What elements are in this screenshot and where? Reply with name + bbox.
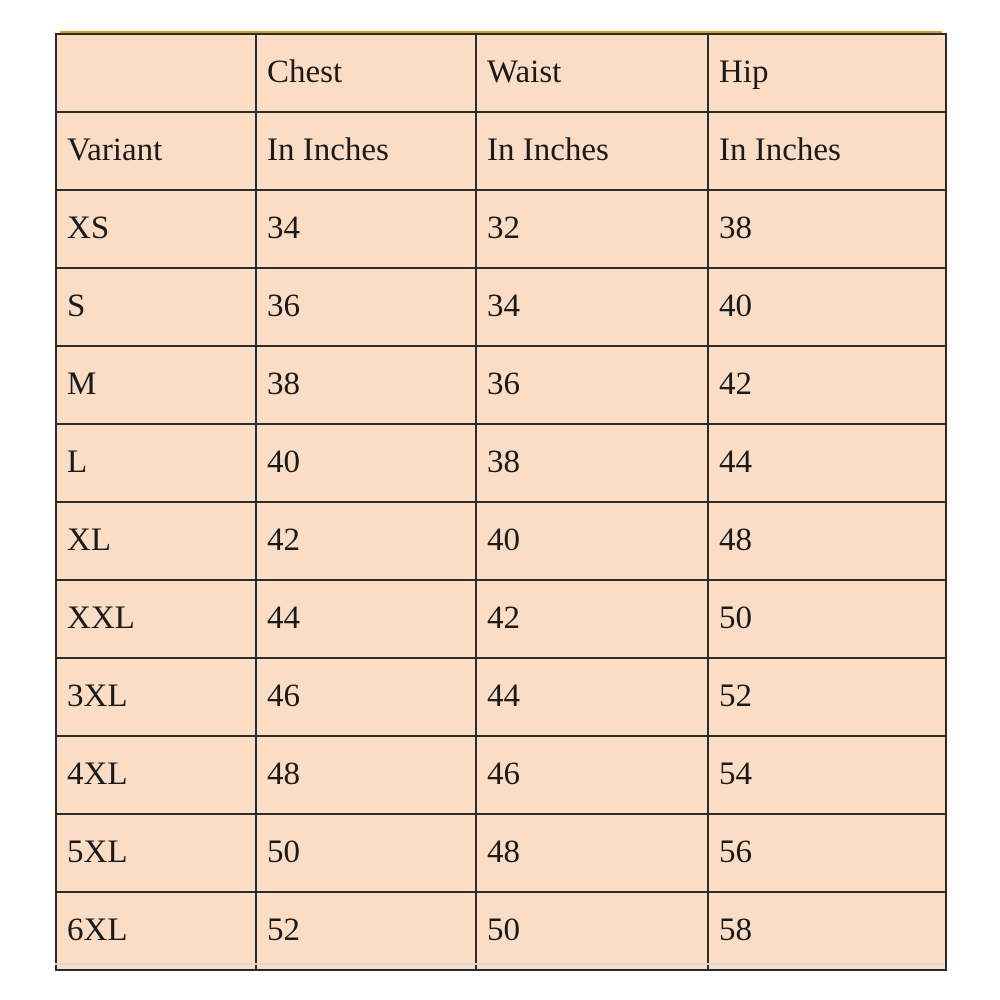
table-row	[56, 658, 946, 736]
header-cell-chest: Chest	[256, 34, 476, 112]
table-row	[56, 502, 946, 580]
size-chart-container	[55, 33, 945, 971]
cell-chest: 52	[256, 892, 476, 970]
table-row	[56, 580, 946, 658]
header-cell-chest-unit: In Inches	[256, 112, 476, 190]
cell-hip: 58	[708, 892, 946, 970]
cell-variant: 6XL	[56, 892, 256, 970]
cell-waist: 40	[476, 502, 708, 580]
cell-chest: 44	[256, 580, 476, 658]
cell-hip: 42	[708, 346, 946, 424]
table-header-row-top	[56, 34, 946, 112]
table-header-row-sub	[56, 112, 946, 190]
cell-waist: 44	[476, 658, 708, 736]
cell-chest: 34	[256, 190, 476, 268]
header-cell-waist: Waist	[476, 34, 708, 112]
cell-waist: 36	[476, 346, 708, 424]
header-cell-hip: Hip	[708, 34, 946, 112]
bottom-rule	[55, 963, 945, 965]
cell-hip: 52	[708, 658, 946, 736]
cell-hip: 44	[708, 424, 946, 502]
cell-waist: 48	[476, 814, 708, 892]
cell-variant: M	[56, 346, 256, 424]
cell-variant: XL	[56, 502, 256, 580]
header-cell-blank	[56, 34, 256, 112]
cell-chest: 50	[256, 814, 476, 892]
cell-variant: S	[56, 268, 256, 346]
table-row	[56, 346, 946, 424]
table-row	[56, 736, 946, 814]
table-row	[56, 814, 946, 892]
cell-hip: 38	[708, 190, 946, 268]
cell-waist: 50	[476, 892, 708, 970]
header-cell-hip-unit: In Inches	[708, 112, 946, 190]
cell-variant: XS	[56, 190, 256, 268]
cell-chest: 48	[256, 736, 476, 814]
cell-waist: 32	[476, 190, 708, 268]
cell-chest: 46	[256, 658, 476, 736]
table-row	[56, 268, 946, 346]
cell-waist: 46	[476, 736, 708, 814]
size-chart-table	[55, 33, 947, 971]
cell-hip: 54	[708, 736, 946, 814]
cell-chest: 38	[256, 346, 476, 424]
cell-chest: 36	[256, 268, 476, 346]
cell-hip: 48	[708, 502, 946, 580]
cell-variant: XXL	[56, 580, 256, 658]
header-cell-variant: Variant	[56, 112, 256, 190]
table-row	[56, 892, 946, 970]
cell-variant: 4XL	[56, 736, 256, 814]
cell-variant: 3XL	[56, 658, 256, 736]
cell-variant: 5XL	[56, 814, 256, 892]
cell-waist: 38	[476, 424, 708, 502]
table-row	[56, 190, 946, 268]
cell-waist: 42	[476, 580, 708, 658]
cell-chest: 42	[256, 502, 476, 580]
cell-hip: 40	[708, 268, 946, 346]
cell-hip: 50	[708, 580, 946, 658]
cell-chest: 40	[256, 424, 476, 502]
header-cell-waist-unit: In Inches	[476, 112, 708, 190]
cell-hip: 56	[708, 814, 946, 892]
cell-variant: L	[56, 424, 256, 502]
table-row	[56, 424, 946, 502]
cell-waist: 34	[476, 268, 708, 346]
